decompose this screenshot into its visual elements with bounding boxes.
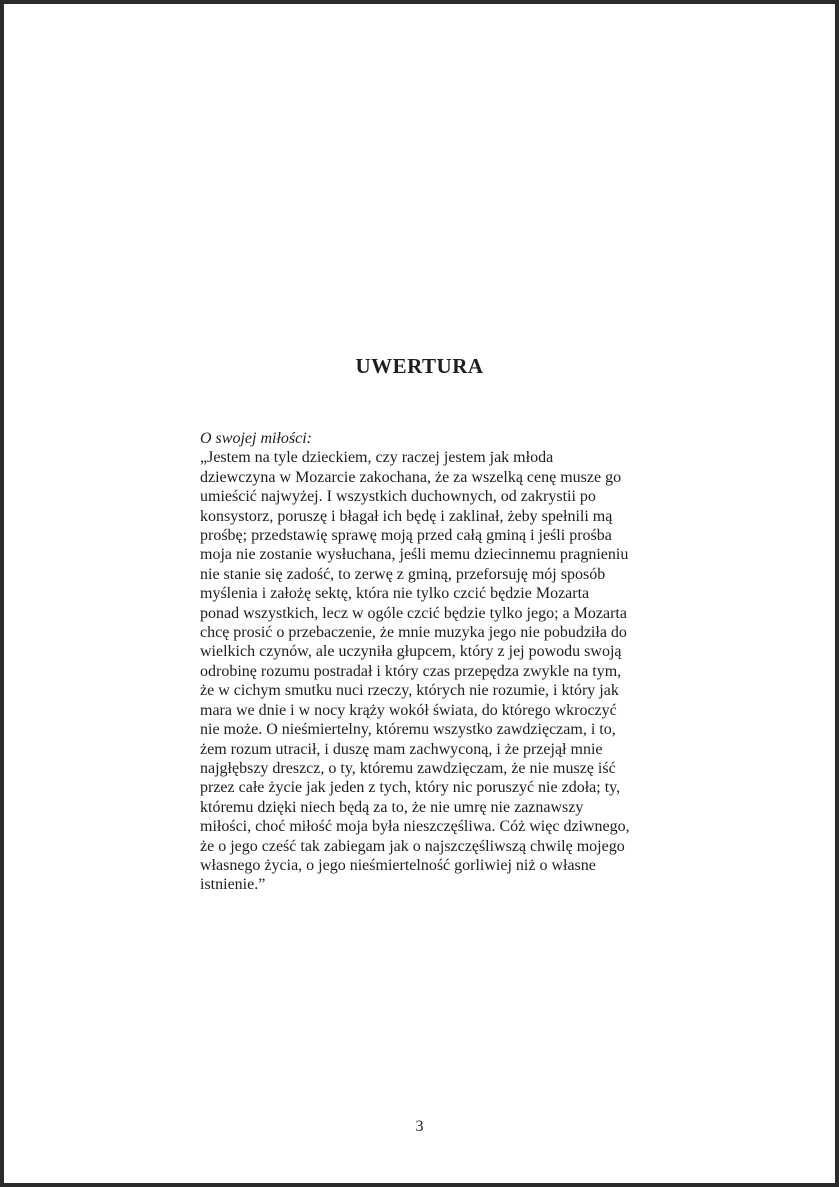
quote-line: istnienie.” (200, 876, 266, 894)
quote-line: wielkich czynów, ale uczyniła głupcem, który z jej powodu swoją (200, 643, 622, 661)
quote-block (200, 429, 670, 895)
document-page (4, 4, 835, 1183)
quote-line: przez całe życie jak jeden z tych, który nic poruszyć nie zdoła; ty, (200, 779, 621, 797)
chapter-title: UWERTURA (355, 354, 484, 378)
quote-line: moja nie zostanie wysłuchana, jeśli memu dziecinnemu pragnieniu (200, 546, 629, 564)
page-number: 3 (415, 1118, 424, 1135)
quote-line: nie może. O nieśmiertelny, któremu wszystko zawdzięczam, i to, (200, 721, 616, 739)
quote-line: że o jego cześć tak zabiegam jak o najszczęśliwszą chwilę mojego (200, 837, 625, 855)
quote-line: żem rozum utracił, i duszę mam zachwyconą, i że przejął mnie (200, 740, 603, 758)
quote-line: własnego życia, o jego nieśmiertelność gorliwiej niż o własne (200, 856, 596, 874)
quote-line: konsystorz, poruszę i błagał ich będę i zaklinał, żeby spełnili mą (200, 507, 613, 525)
quote-line: ponad wszystkich, lecz w ogóle czcić będzie tylko jego; a Mozarta (200, 604, 627, 622)
quote-line: mara we dnie i w nocy krąży wokół świata, do którego wkroczyć (200, 701, 617, 719)
quote-line: umieścić najwyżej. I wszystkich duchownych, od zakrystii po (200, 488, 596, 506)
quote-line: myślenia i założę sektę, która nie tylko czcić będzie Mozarta (200, 585, 590, 603)
quote-line: któremu dzięki niech będą za to, że nie umrę nie zaznawszy (200, 798, 584, 816)
quote-line: „Jestem na tyle dzieckiem, czy raczej jestem jak młoda (200, 449, 554, 467)
quote-line: że w cichym smutku nuci rzeczy, których nie rozumie, i który jak (200, 682, 619, 700)
quote-line: dziewczyna w Mozarcie zakochana, że za wszelką cenę musze go (200, 468, 622, 486)
quote-line: nie stanie się zadość, to zerwę z gminą, przeforsuję mój sposób (200, 565, 606, 583)
quote-line: prośbę; przedstawię sprawę moją przed całą gminą i jeśli prośba (200, 527, 612, 545)
quote-line: odrobinę rozumu postradał i który czas przepędza zwykle na tym, (200, 662, 622, 680)
quote-line: najgłębszy dreszcz, o ty, któremu zawdzięczam, że nie muszę iść (200, 759, 616, 777)
quote-line: chcę prosić o przebaczenie, że mnie muzyka jego nie pobudziła do (200, 624, 627, 642)
quote-subtitle: O swojej miłości: (200, 430, 312, 447)
quote-line: miłości, choć miłość moja była nieszczęśliwa. Cóż więc dziwnego, (200, 818, 630, 836)
